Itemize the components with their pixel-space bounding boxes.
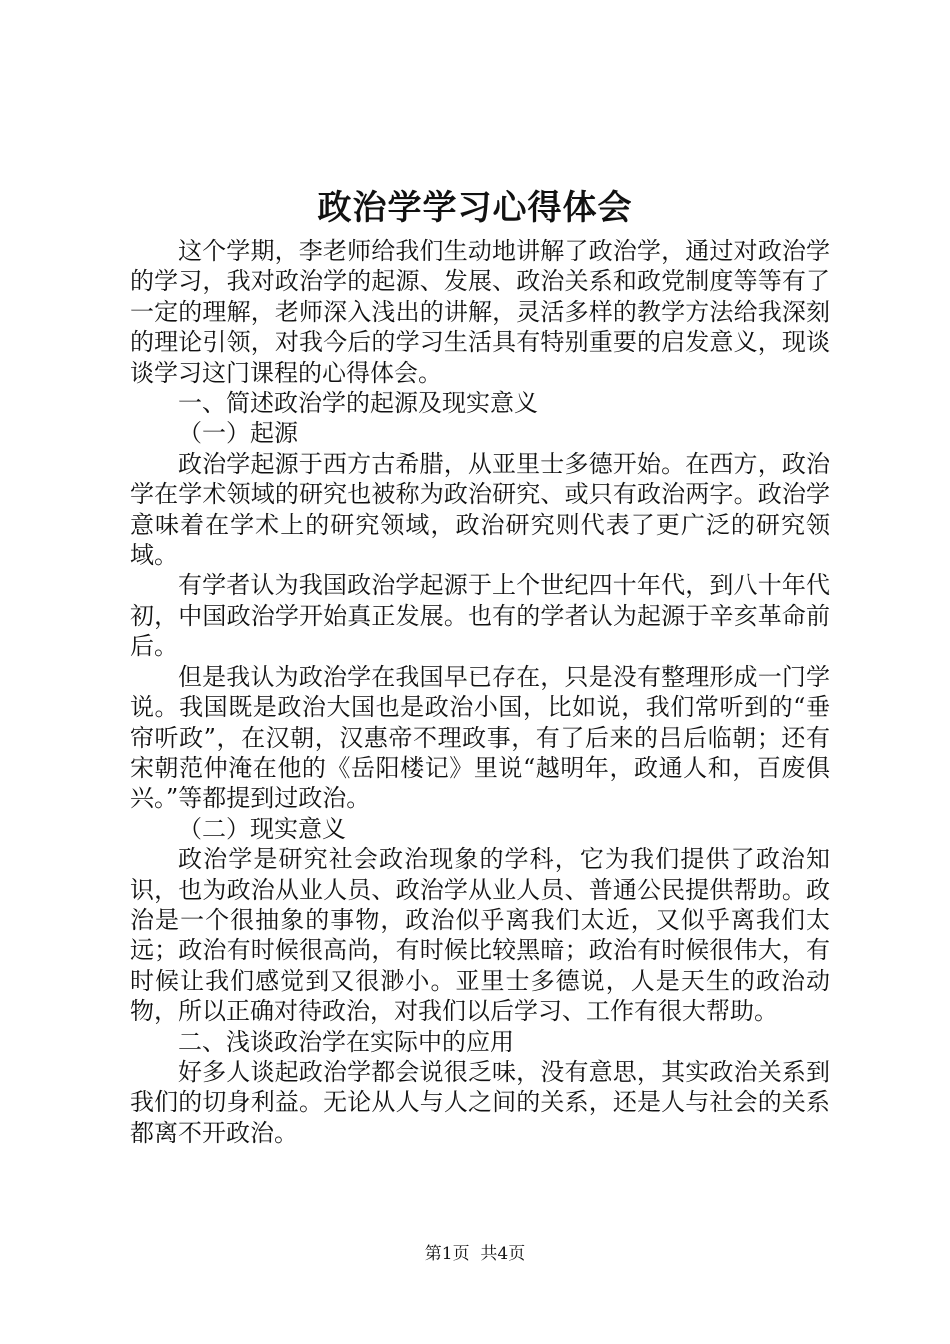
page-number: 第1页 <box>424 1244 470 1264</box>
paragraph-origin-opinion: 但是我认为政治学在我国早已存在，只是没有整理形成一门学说。我国既是政治大国也是政治小国，比如说，我们常听到的“垂帘听政”，在汉朝，汉惠帝不理政事，有了后来的吕后临朝；还有宋朝范仲淹在他的《岳阳楼记》里说“越明年，政通人和，百废俱兴。”等都提到过政治。 <box>130 662 830 813</box>
paragraph-application: 好多人谈起政治学都会说很乏味，没有意思，其实政治关系到我们的切身利益。无论从人与人之间的关系，还是人与社会的关系都离不开政治。 <box>130 1057 830 1147</box>
heading-subsection-origin: （一）起源 <box>178 419 298 448</box>
paragraph-significance: 政治学是研究社会政治现象的学科，它为我们提供了政治知识，也为政治从业人员、政治学从业人员、普通公民提供帮助。政治是一个很抽象的事物，政治似乎离我们太近，又似乎离我们太远；政治有时候很高尚，有时候比较黑暗；政治有时候很伟大，有时候让我们感觉到又很渺小。亚里士多德说，人是天生的政治动物，所以正确对待政治，对我们以后学习、工作有很大帮助。 <box>130 845 830 1026</box>
heading-subsection-significance: （二）现实意义 <box>178 814 346 843</box>
paragraph-origin-china: 有学者认为我国政治学起源于上个世纪四十年代，到八十年代初，中国政治学开始真正发展。也有的学者认为起源于辛亥革命前后。 <box>130 571 830 661</box>
page-footer <box>0 1242 950 1266</box>
heading-section-1: 一、简述政治学的起源及现实意义 <box>178 389 538 418</box>
paragraph-intro: 这个学期，李老师给我们生动地讲解了政治学，通过对政治学的学习，我对政治学的起源、发展、政治关系和政党制度等等有了一定的理解，老师深入浅出的讲解，灵活多样的教学方法给我深刻的理论引领，对我今后的学习生活具有特别重要的启发意义，现谈谈学习这门课程的心得体会。 <box>130 237 830 387</box>
document-title: 政治学学习心得体会 <box>317 188 633 228</box>
paragraph-origin-west: 政治学起源于西方古希腊，从亚里士多德开始。在西方，政治学在学术领域的研究也被称为政治研究、或只有政治两字。政治学意味着在学术上的研究领域，政治研究则代表了更广泛的研究领域。 <box>130 449 830 570</box>
page-total: 共4页 <box>480 1244 526 1264</box>
document-body <box>130 236 830 1148</box>
heading-section-2: 二、浅谈政治学在实际中的应用 <box>178 1027 514 1056</box>
